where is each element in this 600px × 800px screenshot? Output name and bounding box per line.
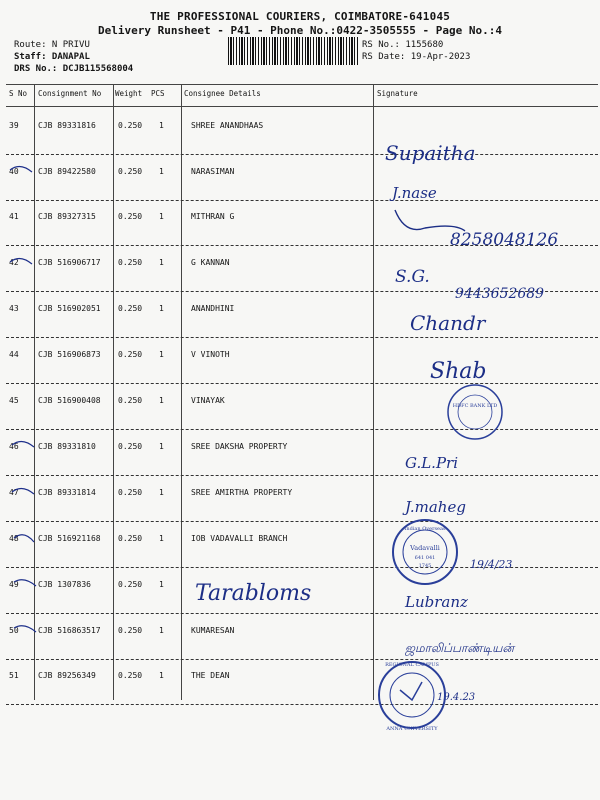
col-weight: Weight (115, 89, 143, 98)
row-sno: 39 (9, 121, 19, 130)
row-pcs: 1 (159, 580, 164, 589)
row-details: V VINOTH (191, 350, 230, 359)
col-divider (113, 84, 114, 700)
row-sno: 42 (9, 258, 19, 267)
row-pcs: 1 (159, 671, 164, 680)
row-separator (6, 154, 598, 155)
row-weight: 0.250 (118, 396, 143, 405)
signature-41: 8258048126 (450, 230, 559, 250)
row-separator (6, 429, 598, 430)
row-separator (6, 383, 598, 384)
signature-40: J.nase (392, 184, 437, 202)
header-bottom-rule (6, 106, 598, 107)
row-sno: 41 (9, 212, 19, 221)
row-sno: 40 (9, 167, 19, 176)
row-sno: 50 (9, 626, 19, 635)
row-consignment: CJB 89422580 (38, 167, 96, 176)
signature-49-text: Tarabloms (195, 581, 312, 606)
row-consignment: CJB 89331814 (38, 488, 96, 497)
row-pcs: 1 (159, 304, 164, 313)
signature-51-date: 19.4.23 (437, 692, 476, 703)
row-sno: 49 (9, 580, 19, 589)
row-pcs: 1 (159, 442, 164, 451)
hdfc-stamp-text: HDFC BANK LTD (452, 403, 498, 409)
row-pcs: 1 (159, 121, 164, 130)
company-title: THE PROFESSIONAL COURIERS, COIMBATORE-641045 (149, 10, 451, 23)
row-details: SREE AMIRTHA PROPERTY (191, 488, 293, 497)
row-weight: 0.250 (118, 671, 143, 680)
signature-47: J.maheg (405, 498, 466, 516)
iob-stamp-branch: Vadavalli (410, 544, 440, 552)
signature-42b: 9443652689 (455, 286, 545, 302)
row-separator (6, 200, 598, 201)
row-weight: 0.250 (118, 580, 143, 589)
runsheet-title: Delivery Runsheet - P41 - Phone No.:0422-3505555 - Page No.:4 (98, 24, 502, 37)
row-pcs: 1 (159, 626, 164, 635)
row-sno: 45 (9, 396, 19, 405)
row-sno: 48 (9, 534, 19, 543)
col-sno: S No (9, 89, 28, 98)
row-separator (6, 337, 598, 338)
row-details: SREE DAKSHA PROPERTY (191, 442, 288, 451)
drs-number: DRS No.: DCJB115568004 (14, 64, 134, 74)
row-consignment: CJB 516906717 (38, 258, 101, 267)
signature-39: Supaitha (385, 141, 476, 165)
signature-46: G.L.Pri (405, 454, 459, 472)
row-consignment: CJB 89256349 (38, 671, 96, 680)
row-separator (6, 245, 598, 246)
row-weight: 0.250 (118, 442, 143, 451)
row-weight: 0.250 (118, 258, 143, 267)
iob-stamp (393, 520, 457, 584)
col-consignment: Consignment No (38, 89, 102, 98)
row-sno: 44 (9, 350, 19, 359)
rs-date: RS Date: 19-Apr-2023 (362, 52, 471, 62)
iob-stamp-bank: Indian Overseas (404, 526, 446, 532)
row-details: NARASIMAN (191, 167, 235, 176)
barcode (228, 37, 358, 65)
row-details: ANANDHINI (191, 304, 235, 313)
row-consignment: CJB 89331810 (38, 442, 96, 451)
row-weight: 0.250 (118, 212, 143, 221)
anna-stamp-campus: REGIONAL CAMPUS (385, 662, 439, 668)
row-consignment: CJB 516921168 (38, 534, 101, 543)
col-details: Consignee Details (184, 89, 261, 98)
row-pcs: 1 (159, 396, 164, 405)
row-weight: 0.250 (118, 304, 143, 313)
col-divider (181, 84, 182, 700)
col-divider (34, 84, 35, 700)
signature-43: Chandr (410, 311, 486, 335)
row-sno: 47 (9, 488, 19, 497)
signature-42a: S.G. (395, 267, 430, 287)
row-consignment: CJB 1307836 (38, 580, 91, 589)
row-weight: 0.250 (118, 488, 143, 497)
row-details: KUMARESAN (191, 626, 235, 635)
row-pcs: 1 (159, 258, 164, 267)
row-pcs: 1 (159, 167, 164, 176)
row-pcs: 1 (159, 534, 164, 543)
row-weight: 0.250 (118, 626, 143, 635)
row-pcs: 1 (159, 488, 164, 497)
row-separator (6, 704, 598, 705)
row-separator (6, 567, 598, 568)
row-sno: 43 (9, 304, 19, 313)
signature-stroke (395, 210, 465, 231)
row-consignment: CJB 516902051 (38, 304, 101, 313)
row-consignment: CJB 516906873 (38, 350, 101, 359)
anna-stamp-name: ANNA UNIVERSITY (386, 726, 438, 732)
row-weight: 0.250 (118, 534, 143, 543)
row-weight: 0.250 (118, 350, 143, 359)
hdfc-stamp (448, 385, 502, 439)
row-sno: 46 (9, 442, 19, 451)
iob-stamp-code: 1745 (418, 563, 432, 569)
signature-44: Shab (430, 359, 487, 384)
signature-49: Lubranz (405, 593, 468, 611)
signature-48-date: 19/4/23 (470, 558, 513, 571)
row-details: G KANNAN (191, 258, 230, 267)
row-consignment: CJB 89327315 (38, 212, 96, 221)
col-signature: Signature (377, 89, 418, 98)
row-details: SHREE ANANDHAAS (191, 121, 264, 130)
row-sno: 51 (9, 671, 19, 680)
route-label: Route: N PRIVU (14, 40, 90, 50)
row-details: THE DEAN (191, 671, 230, 680)
col-divider (373, 84, 374, 700)
row-consignment: CJB 516863517 (38, 626, 101, 635)
anna-university-stamp (379, 662, 445, 732)
signature-50: ஜமாலிப்பாண்டியன் (405, 641, 515, 655)
row-details: IOB VADAVALLI BRANCH (191, 534, 288, 543)
row-consignment: CJB 89331816 (38, 121, 96, 130)
row-pcs: 1 (159, 350, 164, 359)
row-separator (6, 291, 598, 292)
row-pcs: 1 (159, 212, 164, 221)
row-separator (6, 659, 598, 660)
row-consignment: CJB 516900408 (38, 396, 101, 405)
row-separator (6, 521, 598, 522)
row-weight: 0.250 (118, 121, 143, 130)
iob-stamp-pin: 641 041 (414, 555, 436, 561)
row-separator (6, 475, 598, 476)
row-separator (6, 613, 598, 614)
header-top-rule (6, 84, 598, 85)
col-pcs: PCS (151, 89, 165, 98)
row-weight: 0.250 (118, 167, 143, 176)
row-details: VINAYAK (191, 396, 225, 405)
row-details: MITHRAN G (191, 212, 235, 221)
rs-number: RS No.: 1155680 (362, 40, 444, 50)
staff-label: Staff: DANAPAL (14, 52, 90, 62)
